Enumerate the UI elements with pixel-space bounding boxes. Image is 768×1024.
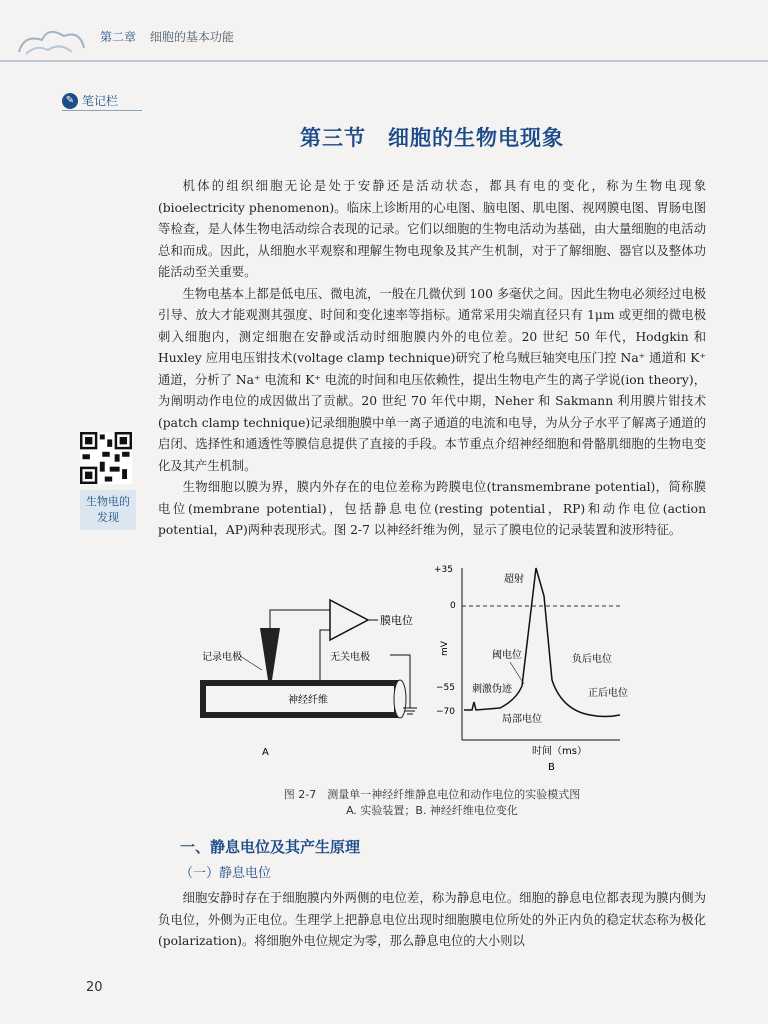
paragraph-2: 生物电基本上都是低电压、微电流，一般在几微伏到 100 多毫伏之间。因此生物电必须经过电极引导、放大才能观测其强度、时间和变化速率等指标。通常采用尖端直径只有 1μm 或更细的微电极刺入细胞内，测定细胞在安静或活动时细胞膜内外的电位差。20 世纪 50 年代，Hodgkin 和 Huxley 应用电压钳技术(voltage clamp technique)研究了枪乌贼巨轴突电压门控 Na⁺ 通道和 K⁺ 通道，分析了 Na⁺ 电流和 K⁺ 电流的时间和电压依赖性，提出生物电产生的离子学说(ion theory)，为阐明动作电位的成因做出了贡献。20 世纪 70 年代中期，Neher 和 Sakmann 利用膜片钳技术(patch clamp technique)记录细胞膜中单一离子通道的电流和电导，为从分子水平了解离子通道的启闭、选择性和通透性等膜信息提供了直接的手段。本节重点介绍神经细胞和骨骼肌细胞的生物电变化及其产生机制。 — [158, 286, 706, 473]
label-positive-after: 正后电位 — [588, 688, 628, 699]
figure-caption — [158, 786, 706, 818]
notes-divider — [62, 110, 142, 111]
label-threshold: 阈电位 — [492, 650, 522, 661]
cloud-ornament-icon — [14, 22, 94, 62]
notes-icon: ✎ — [62, 93, 78, 109]
heading-level-2: （一）静息电位 — [180, 866, 272, 881]
panel-b-label: B — [548, 762, 555, 773]
page-number: 20 — [86, 980, 103, 995]
label-recording-electrode: 记录电极 — [202, 652, 242, 663]
qr-code-icon[interactable] — [80, 432, 132, 484]
caption-title: 图 2-7 测量单一神经纤维静息电位和动作电位的实验模式图 — [283, 788, 581, 801]
paragraph-3: 生物细胞以膜为界，膜内外存在的电位差称为跨膜电位(transmembrane potential)，简称膜电位(membrane potential)，包括静息电位(resting potential，RP)和动作电位(action potential，AP)两种表现形式。图 2-7 以神经纤维为例，显示了膜电位的记录装置和波形特征。 — [158, 480, 706, 537]
label-indifferent-electrode: 无关电极 — [330, 652, 370, 663]
x-axis-label: 时间（ms） — [532, 746, 587, 757]
panel-a-label: A — [262, 747, 269, 758]
chapter-title: 细胞的基本功能 — [149, 30, 234, 44]
caption-subtitle: A. 实验装置；B. 神经纤维电位变化 — [346, 804, 518, 817]
label-local-potential: 局部电位 — [502, 714, 542, 725]
figure-2-7 — [200, 560, 628, 785]
header-divider — [0, 60, 768, 62]
section-title: 第三节 细胞的生物电现象 — [300, 126, 564, 150]
tick-zero: 0 — [450, 601, 456, 611]
notes-label: 笔记栏 — [82, 94, 119, 108]
tick-minus70: −70 — [436, 707, 455, 717]
qr-caption: 生物电的 发现 — [80, 490, 136, 530]
chapter-number: 第二章 — [100, 30, 137, 44]
body-text-top — [158, 176, 706, 542]
amplifier-icon — [330, 600, 368, 640]
panel-b-potential-chart — [434, 565, 628, 773]
paragraph-4: 细胞安静时存在于细胞膜内外两侧的电位差，称为静息电位。细胞的静息电位都表现为膜内侧为负电位，外侧为正电位。生理学上把静息电位出现时细胞膜电位所处的外正内负的稳定状态称为极化(polarization)。将细胞外电位规定为零，那么静息电位的大小则以 — [158, 891, 706, 948]
label-overshoot: 超射 — [504, 574, 524, 585]
y-axis-label: mV — [440, 641, 450, 656]
label-membrane-potential: 膜电位 — [380, 614, 413, 627]
heading-level-1: 一、静息电位及其产生原理 — [180, 838, 361, 856]
label-nerve-fiber: 神经纤维 — [288, 695, 328, 706]
body-text-bottom — [158, 888, 706, 953]
label-negative-after: 负后电位 — [572, 654, 612, 665]
panel-a-apparatus — [200, 600, 417, 758]
label-stim-artifact: 刺激伪迹 — [472, 684, 512, 695]
paragraph-1: 机体的组织细胞无论是处于安静还是活动状态，都具有电的变化，称为生物电现象(bioelectricity phenomenon)。临床上诊断用的心电图、脑电图、肌电图、视网膜电图、胃肠电图等检查，是人体生物电活动综合表现的记录。它们以细胞的生物电活动为基础，由大量细胞的电活动总和而成。因此，从细胞水平观察和理解生物电现象及其产生机制，对于了解细胞、器官以及整体功能活动至关重要。 — [158, 179, 706, 279]
recording-electrode-icon — [260, 628, 280, 680]
tick-minus55: −55 — [436, 683, 455, 693]
running-header — [100, 28, 234, 45]
notes-tab — [62, 92, 118, 109]
tick-plus35: +35 — [434, 565, 453, 575]
